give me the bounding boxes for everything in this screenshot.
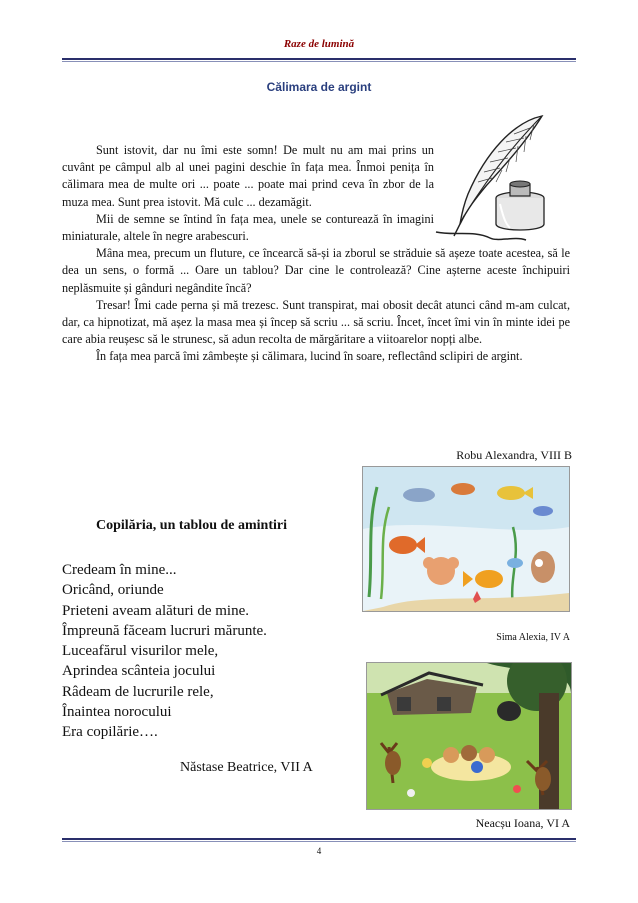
- poem-line: Înaintea norocului: [62, 704, 172, 721]
- poem-line: Prieteni aveam alături de mine.: [62, 602, 250, 619]
- poem-line: Oricând, oriunde: [62, 582, 164, 599]
- footer-rule: [62, 838, 576, 840]
- poem-line: Era copilărie….: [62, 724, 158, 741]
- magazine-title: Raze de lumină: [283, 38, 355, 50]
- poem-line: Împreună făceam lucruri mărunte.: [62, 622, 267, 639]
- poem-line: Credeam în mine...: [62, 562, 177, 578]
- article-author: Robu Alexandra, VIII B: [456, 448, 572, 462]
- article-paragraph: În fața mea parcă îmi zâmbește și călimara, lucind în soare, reflectând sclipiri de argint.: [96, 349, 523, 364]
- header-rule-thin: [62, 61, 576, 62]
- forest-drawing: [366, 662, 572, 810]
- article-paragraph: Tresar! Îmi cade perna și mă trezesc. Sunt transpirat, mai obosit decât atunci când m-am culcat, dar, ca hipnotizat, mă așez la masa mea și încep să scriu ... să scriu. Încet, încet îmi vin în minte idei pe care abia reușesc să le strunesc, să adun recolta de mărgăritare a viitoarelor nopți albe.: [62, 297, 570, 347]
- article-body: [62, 142, 570, 366]
- drawing-caption: Sima Alexia, IV A: [496, 632, 570, 643]
- article-paragraph: Mâna mea, precum un fluture, ce încearcă să-și ia zborul se străduie să așeze toate acestea, să le dea un sens, o formă ... Oare un tablou? Dar cine le controlează? Cine așterne aceste închipuiri neplăsmuite și gânduri negândite încă?: [62, 246, 570, 295]
- footer-rule-thin: [62, 841, 576, 842]
- article-paragraph: Sunt istovit, dar nu îmi este somn! De mult nu am mai prins un cuvânt pe câmpul alb al unei pagini deschie în fața mea. Înmoi penița în călimara mea de multe ori ... poate ... poate mai prind ceva în zbor de la muza mea. Sunt prea istovit. Mă culc ... dezamăgit.: [62, 143, 434, 209]
- article-title: Călimara de argint: [266, 80, 372, 94]
- underwater-drawing: [362, 466, 570, 612]
- poem-line: Aprindea scânteia jocului: [62, 663, 216, 680]
- article-paragraph: Mii de semne se întind în fața mea, unele se conturează în imagini miniaturale, altele în negre arabescuri.: [62, 211, 434, 244]
- poem-line: Râdeam de lucrurile rele,: [62, 683, 214, 700]
- page-number: 4: [316, 846, 322, 856]
- poem-body: [62, 560, 267, 743]
- drawing-caption: Neacșu Ioana, VI A: [475, 816, 570, 830]
- poem-author: Năstase Beatrice, VII A: [180, 760, 313, 775]
- poem-line: Luceafărul visurilor mele,: [62, 643, 219, 660]
- poem-title: Copilăria, un tablou de amintiri: [96, 518, 287, 533]
- header-rule: [62, 58, 576, 60]
